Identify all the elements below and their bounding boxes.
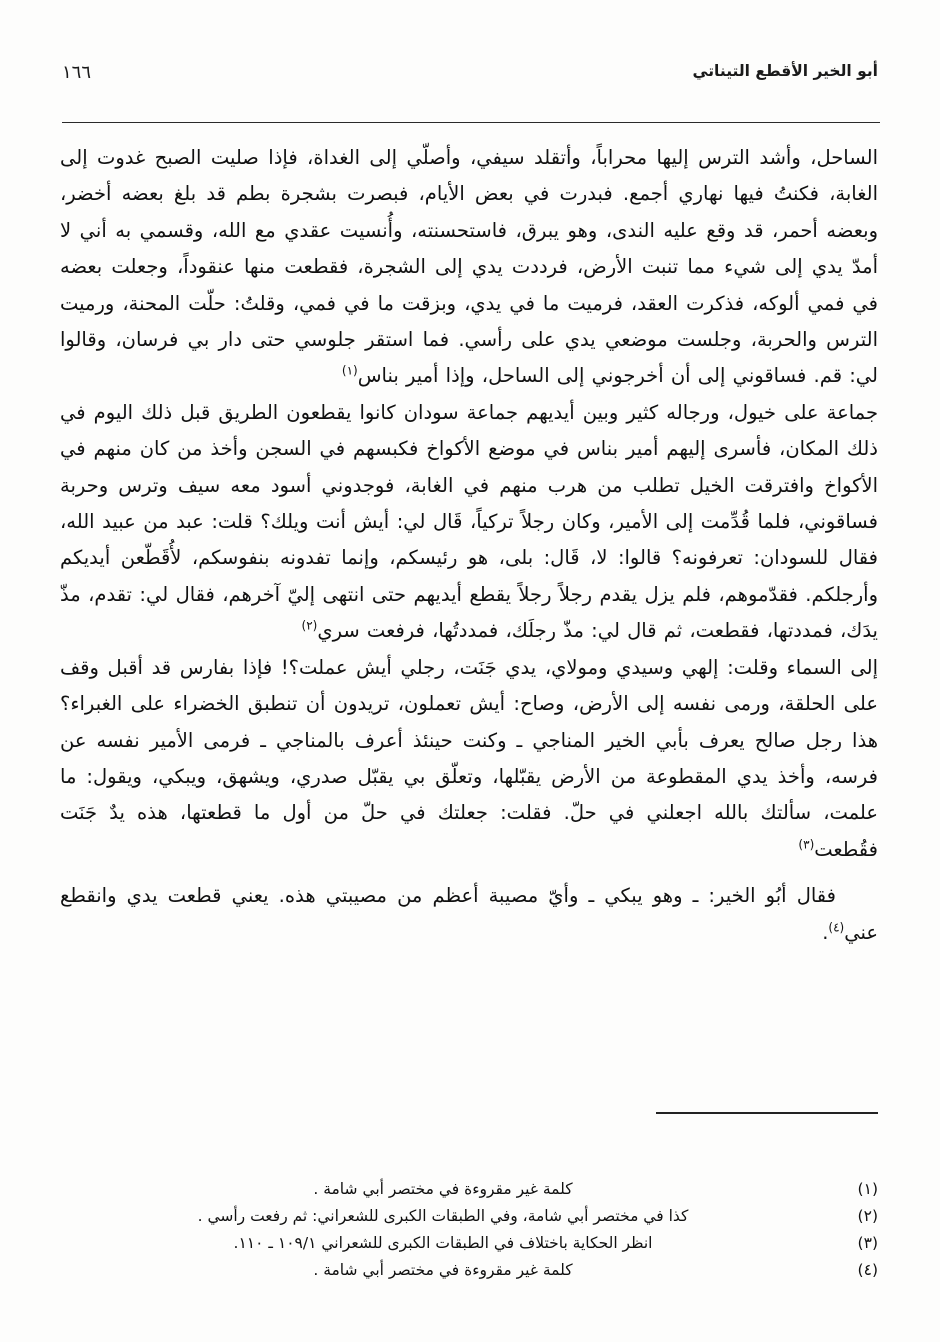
footnote-marker-4: (٤) bbox=[828, 920, 845, 935]
paragraph-3-text: إلى السماء وقلت: إلهي وسيدي ومولاي، يدي جَنَت، رجلي أيش عملت؟! فإذا بفارس قد أقبل وقف على الحلقة، ورمى نفسه إلى الأرض، وصاح: أيش تعملون، تريدون أن تنطبق الخضراء على الغبراء؟ هذا رجل صالح يعرف بأبي الخير المناجي ـ وكنت حينئذ أعرف بالمناجي ـ فرمى الأمير نفسه عن فرسه، وأخذ يدي المقطوعة من الأرض يقبّلها، وتعلّق بي يقبّل صدري، ويشهق، ويبكي، ويقول: ما علمت، سألتك بالله اجعلني في حلّ. فقلت: جعلتك في حلّ من أول ما قطعتها، هذه يدٌ جَنَت فقُطعت bbox=[60, 655, 878, 861]
footnote-text: انظر الحكاية باختلاف في الطبقات الكبرى للشعراني ١٠٩/١ ـ ١١٠. bbox=[233, 1234, 653, 1252]
footnote-marker-1: (١) bbox=[341, 363, 358, 378]
footnote-marker: (١) bbox=[857, 1180, 878, 1198]
paragraph-1-text: الساحل، وأشد الترس إليها محراباً، وأتقلد سيفي، وأصلّي إلى الغداة، فإذا صليت الصبح غدوت إلى الغابة، فكنتُ فيها نهاري أجمع. فبدرت في بعض الأيام، فبصرت بشجرة بطم قد بلغ بعضه أخضر، وبعضه أحمر، قد وقع عليه الندى، وهو يبرق، فاستحسنته، وأُنسيت عقدي مع الله، وقسمي به أني لا أمدّ يدي إلى شيء مما تنبت الأرض، فرددت يدي إلى الشجرة، فقطعت منها عنقوداً، وجعلت بعضه في فمي ألوكه، فذكرت العقد، فرميت ما في يدي، وبزقت ما في فمي، وقلتُ: حلّت المحنة، ورميت الترس والحربة، وجلست موضعي يدي على رأسي. فما استقر جلوسي حتى دار بي فرسان، وقالوا لي: قم. فساقوني إلى أن أخرجوني إلى الساحل، وإذا أمير بناس bbox=[60, 146, 878, 388]
footnote-item bbox=[60, 1176, 878, 1203]
footnote-item bbox=[60, 1230, 878, 1257]
header-divider bbox=[62, 122, 880, 123]
page-header bbox=[62, 62, 878, 96]
footnote-item bbox=[60, 1203, 878, 1230]
footnotes-section bbox=[60, 1176, 878, 1284]
body-text bbox=[60, 140, 878, 951]
paragraph-2 bbox=[60, 395, 878, 650]
footnote-marker: (٣) bbox=[857, 1234, 878, 1252]
footnote-separator bbox=[656, 1112, 878, 1114]
footnote-marker: (٢) bbox=[857, 1207, 878, 1225]
footnote-marker: (٤) bbox=[857, 1261, 878, 1279]
page-number: ١٦٦ bbox=[62, 62, 92, 83]
footnote-marker-2: (٢) bbox=[301, 618, 318, 633]
running-title: أبو الخير الأقطع التيناتي bbox=[692, 62, 878, 80]
paragraph-4: فقال أبُو الخير: ـ وهو يبكي ـ وأيّ مصيبة أعظم من مصيبتي هذه. يعني قطعت يدي وانقطع عني$^{(٤)}$. bbox=[60, 884, 878, 944]
footnote-marker-3: (٣) bbox=[798, 837, 815, 852]
paragraph-4-text: فقال أبُو الخير: ـ وهو يبكي ـ وأيّ مصيبة أعظم من مصيبتي هذه. يعني قطعت يدي وانقطع عني bbox=[60, 884, 878, 944]
footnote-item bbox=[60, 1257, 878, 1284]
footnote-text: كذا في مختصر أبي شامة، وفي الطبقات الكبرى للشعراني: ثم رفعت رأسي . bbox=[197, 1207, 689, 1225]
paragraph-1 bbox=[60, 140, 878, 395]
paragraph-2-text: جماعة على خيول، ورجاله كثير وبين أيديهم جماعة سودان كانوا يقطعون الطريق قبل ذلك اليوم في ذلك المكان، فأسرى إليهم أمير بناس في موضع الأكواخ فكبسهم في السجن وأخذ من كان منهم في الأكواخ وافترقت الخيل تطلب من هرب منهم في الغابة، فوجدوني أسود معه سيف وترس وحربة فساقوني، فلما قُدِّمت إلى الأمير، وكان رجلاً تركياً، قَال لي: أيش أنت ويلك؟ قلت: عبد من عبيد الله، فقال للسودان: تعرفونه؟ قالوا: لا، قَال: بلى، هو رئيسكم، وإنما تفدونه بنفوسكم، لأُقَطّعن أيديكم وأرجلكم. فقدّموهم، فلم يزل يقدم رجلاً رجلاً يقطع أيديهم حتى انتهى إليّ آخرهم، فقال لي: تقدم، مذّ يدَك، فمددتها، فقطعت، ثم قال لي: مذّ رجلَك، فمددتُها، فرفعت سري bbox=[60, 400, 878, 643]
footnote-text: كلمة غير مقروءة في مختصر أبي شامة . bbox=[313, 1261, 573, 1279]
paragraph-3 bbox=[60, 650, 878, 868]
footnote-text: كلمة غير مقروءة في مختصر أبي شامة . bbox=[313, 1180, 573, 1198]
